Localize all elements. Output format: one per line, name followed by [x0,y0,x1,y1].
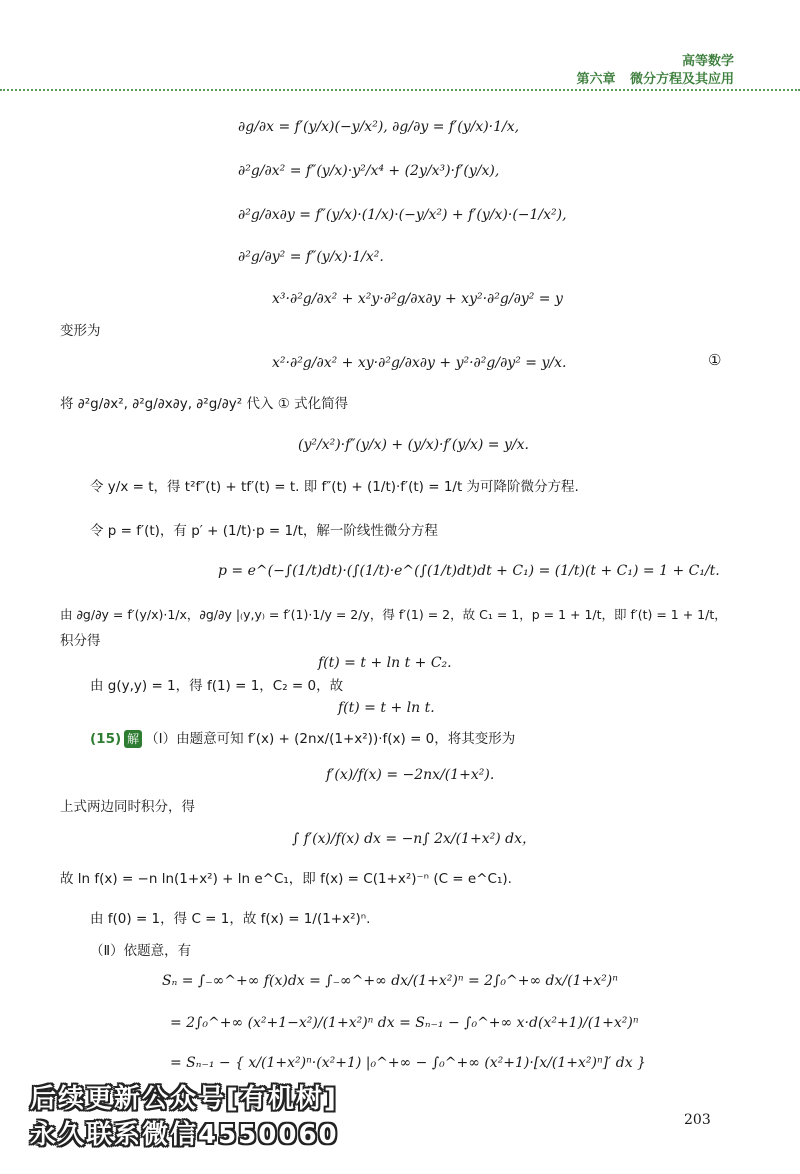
page-number: 203 [684,1112,711,1128]
text-integrate-both: 上式两边同时积分，得 [60,799,195,815]
text-transform: 变形为 [60,323,101,339]
text-f0: 由 f(0) = 1，得 C = 1，故 f(x) = 1/(1+x²)ⁿ. [90,911,371,927]
text-part-2: （Ⅱ）依题意，有 [90,943,192,959]
text-let-t: 令 y/x = t，得 t²f″(t) + tf′(t) = t. 即 f″(t) + (1/t)·f′(t) = 1/t 为可降阶微分方程. [90,479,579,495]
text-ln-f: 故 ln f(x) = −n ln(1+x²) + ln e^C₁，即 f(x) = C(1+x²)⁻ⁿ (C = e^C₁). [60,871,512,887]
text-substitute: 将 ∂²g/∂x², ∂²g/∂x∂y, ∂²g/∂y² 代入 ① 式化简得 [60,396,349,412]
text-g-condition: 由 g(y,y) = 1，得 f(1) = 1，C₂ = 0，故 [90,678,344,694]
header-divider [0,89,800,91]
formula-gxy: ∂²g/∂x∂y = f″(y/x)·(1/x)·(−y/x²) + f′(y/x)·(−1/x²), [238,207,567,223]
formula-ft-final: f(t) = t + ln t. [338,700,435,716]
formula-fprime-ratio: f′(x)/f(x) = −2nx/(1+x²). [326,767,495,783]
formula-sn-step3: = Sₙ₋₁ − { x/(1+x²)ⁿ·(x²+1) |₀^+∞ − ∫₀^+∞ (x²+1)·[x/(1+x²)ⁿ]′ dx } [170,1055,646,1071]
problem-number: (15) [90,731,122,747]
formula-pde-transformed: x²·∂²g/∂x² + xy·∂²g/∂x∂y + y²·∂²g/∂y² = y/x. [272,355,567,371]
formula-sn: Sₙ = ∫₋∞^+∞ f(x)dx = ∫₋∞^+∞ dx/(1+x²)ⁿ = 2∫₀^+∞ dx/(1+x²)ⁿ [162,973,618,989]
book-title: 高等数学 [681,54,734,69]
equation-number-1: ① [708,351,722,369]
formula-integral: ∫ f′(x)/f(x) dx = −n∫ 2x/(1+x²) dx， [292,831,536,847]
formula-simplified: (y²/x²)·f″(y/x) + (y/x)·f′(y/x) = y/x. [298,437,529,453]
watermark-line-2: 永久联系微信4550060 [30,1120,339,1150]
text-let-p: 令 p = f′(t)，有 p′ + (1/t)·p = 1/t，解一阶线性微分方程 [90,523,438,539]
watermark-line-1: 后续更新公众号[有机树] [30,1084,338,1114]
formula-sn-step2: = 2∫₀^+∞ (x²+1−x²)/(1+x²)ⁿ dx = Sₙ₋₁ − ∫₀^+∞ x·d(x²+1)/(1+x²)ⁿ [170,1015,639,1031]
problem-15-intro [90,730,515,748]
formula-first-partials: ∂g/∂x = f′(y/x)(−y/x²), ∂g/∂y = f′(y/x)·1/x, [238,119,520,135]
problem-15-text: （Ⅰ）由题意可知 f′(x) + (2nx/(1+x²))·f(x) = 0，将其变形为 [145,731,516,747]
text-initial-condition: 由 ∂g/∂y = f′(y/x)·1/x，∂g/∂y |₍y,y₎ = f′(1)·1/y = 2/y，得 f′(1) = 2，故 C₁ = 1，p = 1 + 1/t，即 f′(t) = 1 + 1/t， [60,607,727,622]
text-integrate: 积分得 [60,633,101,649]
formula-ft-general: f(t) = t + ln t + C₂. [318,655,452,671]
formula-p-solution: p = e^(−∫(1/t)dt)·(∫(1/t)·e^(∫(1/t)dt)dt + C₁) = (1/t)(t + C₁) = 1 + C₁/t. [218,563,720,579]
chapter-title: 第六章 微分方程及其应用 [576,72,734,87]
solution-badge: 解 [124,730,142,748]
formula-gxx: ∂²g/∂x² = f″(y/x)·y²/x⁴ + (2y/x³)·f′(y/x), [238,163,500,179]
formula-pde: x³·∂²g/∂x² + x²y·∂²g/∂x∂y + xy²·∂²g/∂y² = y [272,291,563,307]
formula-gyy: ∂²g/∂y² = f″(y/x)·1/x². [238,249,384,265]
